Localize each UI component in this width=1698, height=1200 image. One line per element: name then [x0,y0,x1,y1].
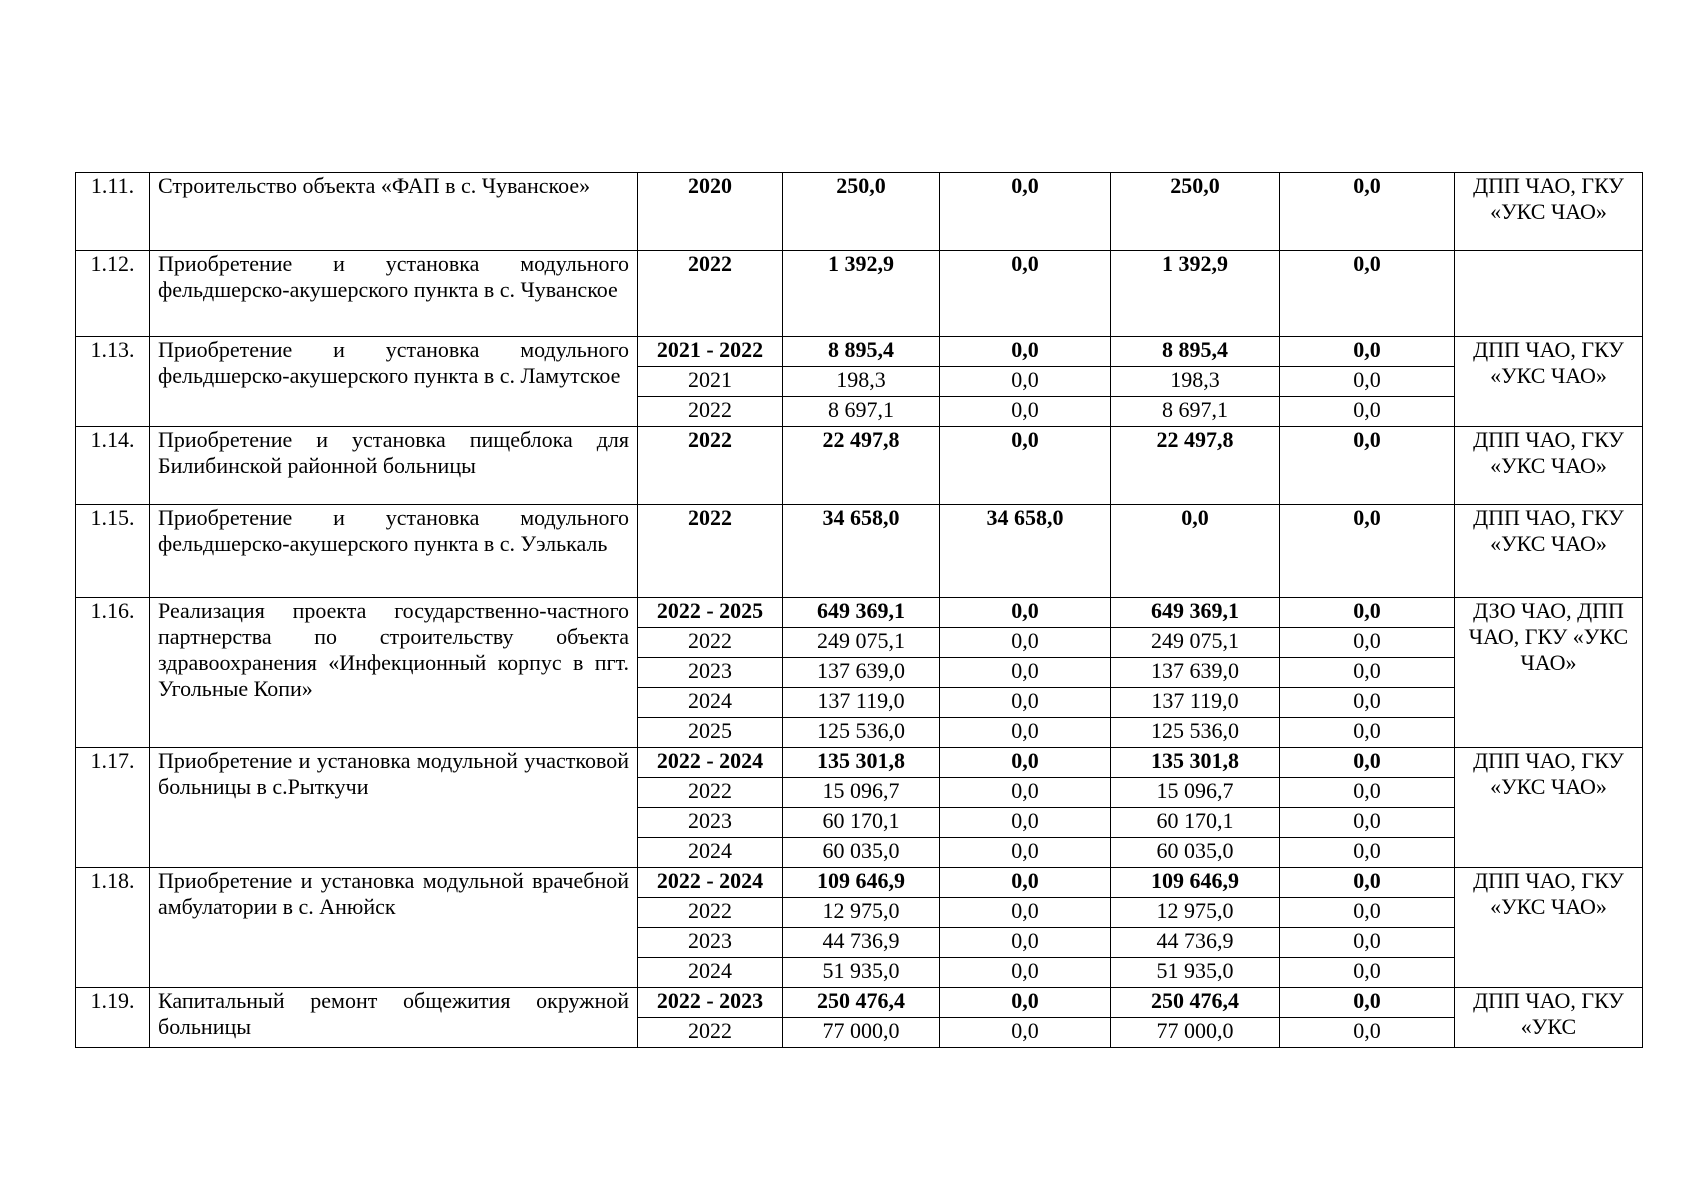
other-sources-cell: 0,0 [1280,1018,1455,1048]
total-cell: 109 646,9 [783,868,940,898]
regional-budget-cell: 77 000,0 [1111,1018,1280,1048]
item-name: Приобретение и установка пищеблока для Билибинской районной больницы [150,427,638,505]
other-sources-cell: 0,0 [1280,868,1455,898]
total-cell: 137 639,0 [783,658,940,688]
federal-budget-cell: 0,0 [940,808,1111,838]
regional-budget-cell: 44 736,9 [1111,928,1280,958]
total-cell: 77 000,0 [783,1018,940,1048]
item-name: Реализация проекта государственно-частного партнерства по строительству объекта здравоохранения «Инфекционный корпус в пгт. Угольные Копи» [150,598,638,748]
item-name: Приобретение и установка модульной врачебной амбулатории в с. Анюйск [150,868,638,988]
period-cell: 2022 [638,1018,783,1048]
period-cell: 2024 [638,838,783,868]
period-cell: 2021 [638,367,783,397]
executor-cell: ДПП ЧАО, ГКУ «УКС ЧАО» [1455,868,1643,988]
period-cell: 2022 [638,251,783,337]
other-sources-cell: 0,0 [1280,658,1455,688]
federal-budget-cell: 0,0 [940,778,1111,808]
federal-budget-cell: 0,0 [940,988,1111,1018]
regional-budget-cell: 8 697,1 [1111,397,1280,427]
total-cell: 8 697,1 [783,397,940,427]
table-row [76,427,1643,505]
total-cell: 15 096,7 [783,778,940,808]
executor-cell: ДПП ЧАО, ГКУ «УКС ЧАО» [1455,337,1643,427]
federal-budget-cell: 0,0 [940,748,1111,778]
total-cell: 34 658,0 [783,505,940,598]
regional-budget-cell: 250,0 [1111,173,1280,251]
executor-cell: ДПП ЧАО, ГКУ «УКС ЧАО» [1455,427,1643,505]
period-cell: 2024 [638,688,783,718]
regional-budget-cell: 649 369,1 [1111,598,1280,628]
item-number: 1.13. [76,337,150,427]
total-cell: 135 301,8 [783,748,940,778]
executor-cell: ДПП ЧАО, ГКУ «УКС ЧАО» [1455,505,1643,598]
total-cell: 1 392,9 [783,251,940,337]
regional-budget-cell: 135 301,8 [1111,748,1280,778]
federal-budget-cell: 0,0 [940,1018,1111,1048]
period-cell: 2022 [638,397,783,427]
regional-budget-cell: 8 895,4 [1111,337,1280,367]
table-row [76,337,1643,367]
table-row [76,988,1643,1018]
executor-cell: ДЗО ЧАО, ДПП ЧАО, ГКУ «УКС ЧАО» [1455,598,1643,748]
federal-budget-cell: 0,0 [940,173,1111,251]
regional-budget-cell: 1 392,9 [1111,251,1280,337]
other-sources-cell: 0,0 [1280,808,1455,838]
item-number: 1.18. [76,868,150,988]
item-name: Приобретение и установка модульной участковой больницы в с.Рыткучи [150,748,638,868]
federal-budget-cell: 0,0 [940,628,1111,658]
regional-budget-cell: 60 035,0 [1111,838,1280,868]
regional-budget-cell: 15 096,7 [1111,778,1280,808]
total-cell: 649 369,1 [783,598,940,628]
federal-budget-cell: 0,0 [940,598,1111,628]
other-sources-cell: 0,0 [1280,718,1455,748]
other-sources-cell: 0,0 [1280,598,1455,628]
other-sources-cell: 0,0 [1280,928,1455,958]
total-cell: 125 536,0 [783,718,940,748]
regional-budget-cell: 109 646,9 [1111,868,1280,898]
regional-budget-cell: 12 975,0 [1111,898,1280,928]
federal-budget-cell: 0,0 [940,838,1111,868]
other-sources-cell: 0,0 [1280,748,1455,778]
total-cell: 8 895,4 [783,337,940,367]
executor-cell: ДПП ЧАО, ГКУ «УКС ЧАО» [1455,748,1643,868]
period-cell: 2022 [638,628,783,658]
period-cell: 2023 [638,658,783,688]
federal-budget-cell: 0,0 [940,337,1111,367]
period-cell: 2022 - 2024 [638,748,783,778]
item-name: Приобретение и установка модульного фельдшерско-акушерского пункта в с. Ламутское [150,337,638,427]
period-cell: 2022 - 2024 [638,868,783,898]
federal-budget-cell: 0,0 [940,718,1111,748]
program-table [75,172,1643,1048]
other-sources-cell: 0,0 [1280,628,1455,658]
item-name: Приобретение и установка модульного фельдшерско-акушерского пункта в с. Уэлькаль [150,505,638,598]
period-cell: 2023 [638,808,783,838]
table-row [76,598,1643,628]
period-cell: 2022 - 2025 [638,598,783,628]
other-sources-cell: 0,0 [1280,173,1455,251]
other-sources-cell: 0,0 [1280,397,1455,427]
item-number: 1.14. [76,427,150,505]
period-cell: 2022 [638,505,783,598]
regional-budget-cell: 137 639,0 [1111,658,1280,688]
total-cell: 137 119,0 [783,688,940,718]
period-cell: 2020 [638,173,783,251]
regional-budget-cell: 60 170,1 [1111,808,1280,838]
federal-budget-cell: 0,0 [940,658,1111,688]
regional-budget-cell: 250 476,4 [1111,988,1280,1018]
total-cell: 60 170,1 [783,808,940,838]
period-cell: 2021 - 2022 [638,337,783,367]
other-sources-cell: 0,0 [1280,367,1455,397]
total-cell: 250 476,4 [783,988,940,1018]
period-cell: 2022 [638,427,783,505]
federal-budget-cell: 0,0 [940,251,1111,337]
federal-budget-cell: 0,0 [940,397,1111,427]
other-sources-cell: 0,0 [1280,838,1455,868]
table-row [76,505,1643,598]
federal-budget-cell: 0,0 [940,427,1111,505]
item-number: 1.16. [76,598,150,748]
regional-budget-cell: 0,0 [1111,505,1280,598]
total-cell: 249 075,1 [783,628,940,658]
period-cell: 2022 [638,778,783,808]
item-number: 1.15. [76,505,150,598]
item-number: 1.12. [76,251,150,337]
executor-cell: ДПП ЧАО, ГКУ «УКС ЧАО» [1455,173,1643,251]
regional-budget-cell: 125 536,0 [1111,718,1280,748]
period-cell: 2023 [638,928,783,958]
executor-cell [1455,251,1643,337]
period-cell: 2022 [638,898,783,928]
regional-budget-cell: 137 119,0 [1111,688,1280,718]
period-cell: 2024 [638,958,783,988]
other-sources-cell: 0,0 [1280,958,1455,988]
table-row [76,251,1643,337]
other-sources-cell: 0,0 [1280,778,1455,808]
executor-cell: ДПП ЧАО, ГКУ «УКС [1455,988,1643,1048]
federal-budget-cell: 0,0 [940,928,1111,958]
table-row [76,868,1643,898]
item-name: Приобретение и установка модульного фельдшерско-акушерского пункта в с. Чуванское [150,251,638,337]
total-cell: 60 035,0 [783,838,940,868]
other-sources-cell: 0,0 [1280,988,1455,1018]
federal-budget-cell: 34 658,0 [940,505,1111,598]
total-cell: 22 497,8 [783,427,940,505]
total-cell: 198,3 [783,367,940,397]
regional-budget-cell: 249 075,1 [1111,628,1280,658]
other-sources-cell: 0,0 [1280,898,1455,928]
other-sources-cell: 0,0 [1280,251,1455,337]
federal-budget-cell: 0,0 [940,868,1111,898]
item-number: 1.11. [76,173,150,251]
period-cell: 2025 [638,718,783,748]
item-name: Строительство объекта «ФАП в с. Чуванское» [150,173,638,251]
table-row [76,748,1643,778]
item-number: 1.19. [76,988,150,1048]
total-cell: 51 935,0 [783,958,940,988]
regional-budget-cell: 51 935,0 [1111,958,1280,988]
federal-budget-cell: 0,0 [940,367,1111,397]
federal-budget-cell: 0,0 [940,958,1111,988]
total-cell: 44 736,9 [783,928,940,958]
other-sources-cell: 0,0 [1280,688,1455,718]
item-name: Капитальный ремонт общежития окружной больницы [150,988,638,1048]
other-sources-cell: 0,0 [1280,427,1455,505]
regional-budget-cell: 22 497,8 [1111,427,1280,505]
other-sources-cell: 0,0 [1280,337,1455,367]
federal-budget-cell: 0,0 [940,898,1111,928]
table-row [76,173,1643,251]
total-cell: 250,0 [783,173,940,251]
other-sources-cell: 0,0 [1280,505,1455,598]
period-cell: 2022 - 2023 [638,988,783,1018]
federal-budget-cell: 0,0 [940,688,1111,718]
total-cell: 12 975,0 [783,898,940,928]
regional-budget-cell: 198,3 [1111,367,1280,397]
item-number: 1.17. [76,748,150,868]
